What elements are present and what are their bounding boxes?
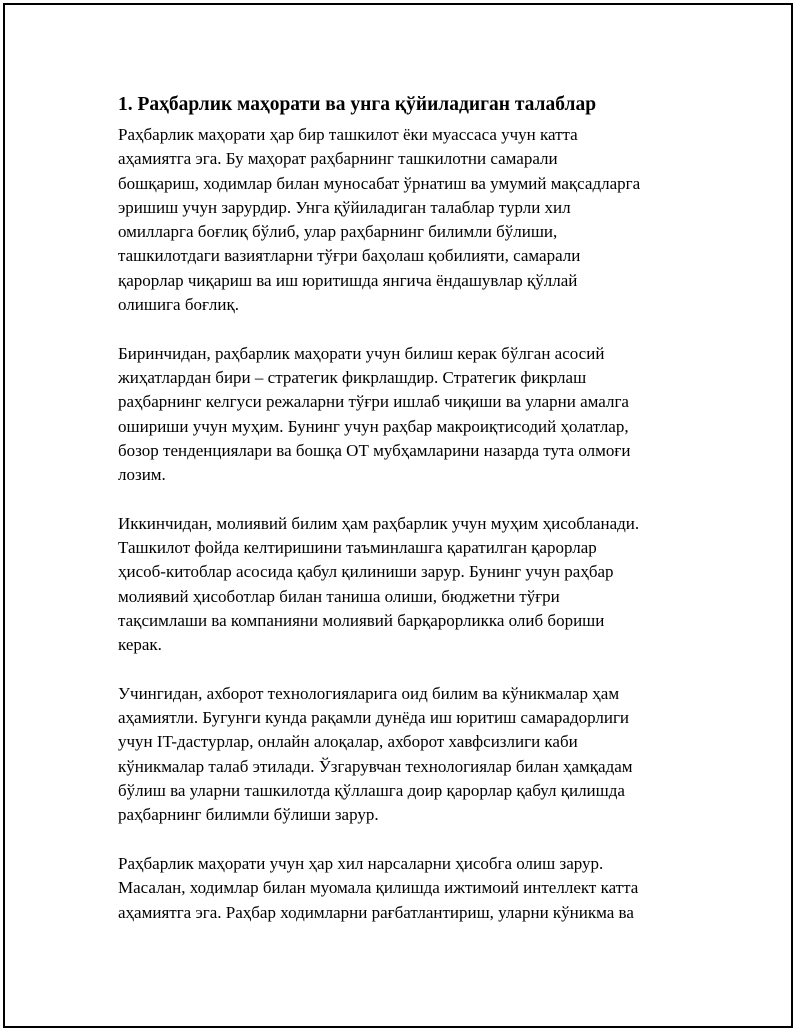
- text-line: аҳамиятга эга. Раҳбар ходимларни рағбатлантириш, уларни кўникма ва: [118, 902, 634, 922]
- text-line: Ташкилот фойда келтиришини таъминлашга қаратилган қарорлар: [118, 538, 597, 558]
- text-line: Учингидан, ахборот технологияларига оид билим ва кўникмалар ҳам: [118, 683, 620, 703]
- text-line: ҳисоб-китоблар асосида қабул қилиниши зарур. Бунинг учун раҳбар: [118, 562, 614, 582]
- text-line: лозим.: [118, 465, 166, 485]
- text-line: бошқариш, ходимлар билан муносабат ўрнатиш ва умумий мақсадларга: [118, 173, 641, 193]
- paragraph-3: [118, 512, 698, 658]
- text-line: бозор тенденциялари ва бошқа ОТ мубҳамларини назарда тута олмоғи: [118, 440, 631, 460]
- text-line: омилларга боғлиқ бўлиб, улар раҳбарнинг билимли бўлиши,: [118, 222, 558, 242]
- text-line: кўникмалар талаб этилади. Ўзгарувчан технологиялар билан ҳамқадам: [118, 756, 633, 776]
- text-line: ташкилотдаги вазиятларни тўғри баҳолаш қобилияти, самарали: [118, 246, 581, 266]
- text-line: молиявий ҳисоботлар билан таниша олиши, бюджетни тўғри: [118, 586, 560, 606]
- text-line: жиҳатлардан бири – стратегик фикрлашдир. Стратегик фикрлаш: [118, 367, 587, 387]
- text-line: керак.: [118, 635, 162, 655]
- text-line: Масалан, ходимлар билан муомала қилишда ижтимоий интеллект катта: [118, 878, 639, 898]
- text-line: аҳамиятга эга. Бу маҳорат раҳбарнинг ташкилотни самарали: [118, 149, 558, 169]
- text-line: олишига боғлиқ.: [118, 295, 240, 315]
- text-line: Биринчидан, раҳбарлик маҳорати учун билиш керак бўлган асосий: [118, 343, 605, 363]
- text-line: бўлиш ва уларни ташкилотда қўллашга доир қарорлар қабул қилишда: [118, 781, 625, 801]
- section-heading: 1. Раҳбарлик маҳорати ва унга қўйиладиган талаблар: [118, 94, 597, 115]
- paragraph-1: [118, 123, 698, 317]
- text-line: Иккинчидан, молиявий билим ҳам раҳбарлик учун муҳим ҳисобланади.: [118, 513, 640, 533]
- text-line: Раҳбарлик маҳорати ҳар бир ташкилот ёки муассаса учун катта: [118, 125, 578, 144]
- text-line: ошириши учун муҳим. Бунинг учун раҳбар макроиқтисодий ҳолатлар,: [118, 416, 629, 436]
- paragraph-4: [118, 682, 698, 828]
- text-line: тақсимлаши ва компанияни молиявий барқарорликка олиб бориши: [118, 610, 605, 630]
- text-line: аҳамиятли. Бугунги кунда рақамли дунёда иш юритиш самарадорлиги: [118, 708, 630, 728]
- text-line: раҳбарнинг келгуси режаларни тўғри ишлаб чиқиши ва уларни амалга: [118, 392, 629, 412]
- text-line: учун IT-дастурлар, онлайн алоқалар, ахборот хавфсизлиги каби: [118, 732, 578, 752]
- text-line: Раҳбарлик маҳорати учун ҳар хил нарсаларни ҳисобга олиш зарур.: [118, 853, 604, 873]
- document-body: [118, 92, 698, 949]
- text-line: раҳбарнинг билимли бўлиши зарур.: [118, 805, 379, 825]
- text-line: қарорлар чиқариш ва иш юритишда янгича ёндашувлар қўллай: [118, 270, 578, 290]
- paragraph-2: [118, 342, 698, 488]
- text-line: эришиш учун зарурдир. Унга қўйиладиган талаблар турли хил: [118, 197, 571, 217]
- paragraph-5: [118, 852, 698, 925]
